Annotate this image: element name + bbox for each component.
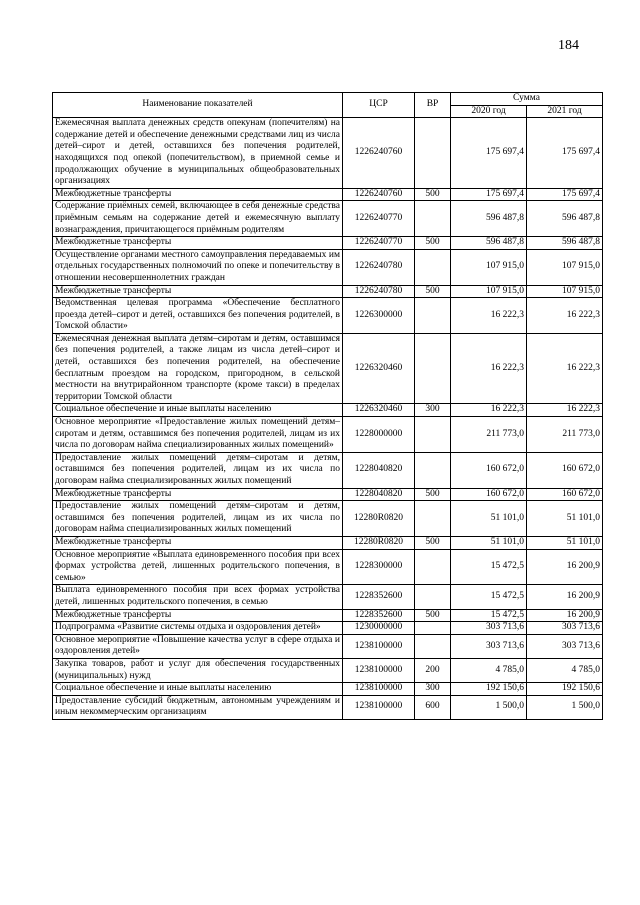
cell-csr: 1228040820 — [343, 452, 415, 488]
cell-vr — [415, 452, 451, 488]
header-name: Наименование показателей — [53, 93, 343, 118]
cell-2021: 596 487,8 — [527, 201, 603, 237]
budget-table — [52, 92, 603, 720]
cell-csr: 1226240770 — [343, 237, 415, 250]
cell-vr — [415, 417, 451, 453]
cell-csr: 1228352600 — [343, 585, 415, 609]
cell-name: Выплата единовременного пособия при всех формах устройства детей, лишенных родительского попечения, в семью — [53, 585, 343, 609]
table-body — [53, 118, 603, 720]
cell-2020: 160 672,0 — [451, 488, 527, 501]
cell-2020: 107 915,0 — [451, 285, 527, 298]
cell-2021: 596 487,8 — [527, 237, 603, 250]
cell-2021: 192 150,6 — [527, 683, 603, 696]
cell-2021: 303 713,6 — [527, 622, 603, 635]
cell-csr: 1226320460 — [343, 333, 415, 404]
cell-2021: 4 785,0 — [527, 658, 603, 682]
cell-2021: 16 222,3 — [527, 333, 603, 404]
cell-2021: 16 200,9 — [527, 585, 603, 609]
table-row — [53, 452, 603, 488]
header-year-2021: 2021 год — [527, 105, 603, 118]
table-row — [53, 622, 603, 635]
cell-vr — [415, 549, 451, 585]
cell-2021: 160 672,0 — [527, 488, 603, 501]
table-row — [53, 609, 603, 622]
page-number: 184 — [558, 38, 579, 53]
cell-2021: 16 222,3 — [527, 404, 603, 417]
table-row — [53, 695, 603, 719]
cell-csr: 1226320460 — [343, 404, 415, 417]
table-row — [53, 585, 603, 609]
cell-name: Предоставление жилых помещений детям–сиротам и детям, оставшимся без попечения родителей, лицам из их числа по договорам найма специализированных жилых помещений — [53, 452, 343, 488]
cell-name: Предоставление жилых помещений детям–сиротам и детям, оставшимся без попечения родителей, лицам из их числа по договорам найма специализированных жилых помещений — [53, 501, 343, 537]
table-row — [53, 118, 603, 189]
table-row — [53, 536, 603, 549]
header-vr: ВР — [415, 93, 451, 118]
cell-2020: 175 697,4 — [451, 188, 527, 201]
cell-name: Содержание приёмных семей, включающее в себя денежные средства приёмным семьям на содержание детей и ежемесячную выплату вознаграждения, причитающегося приёмным родителям — [53, 201, 343, 237]
cell-2021: 160 672,0 — [527, 452, 603, 488]
cell-name: Ежемесячная выплата денежных средств опекунам (попечителям) на содержание детей и обеспечение денежными средствами лиц из числа детей–сирот и детей, оставшихся без попечения родителей, находящихся под опекой (попечительством), в приемной семье и продолжающих обучение в муниципальных общеобразовательных организациях — [53, 118, 343, 189]
cell-2020: 15 472,5 — [451, 609, 527, 622]
cell-2020: 596 487,8 — [451, 237, 527, 250]
cell-2020: 51 101,0 — [451, 536, 527, 549]
cell-2020: 175 697,4 — [451, 118, 527, 189]
cell-name: Межбюджетные трансферты — [53, 285, 343, 298]
cell-name: Ежемесячная денежная выплата детям–сиротам и детям, оставшимся без попечения родителей, а также лицам из числа детей–сирот и детей, оставшихся без попечения родителей, на обеспечение бесплатным проездом на городском, пригородном, в сельской местности на внутрирайонном транспорте (кроме такси) в пределах территории Томской области — [53, 333, 343, 404]
table-row — [53, 417, 603, 453]
cell-name: Межбюджетные трансферты — [53, 188, 343, 201]
cell-csr: 1226240780 — [343, 285, 415, 298]
cell-2020: 107 915,0 — [451, 249, 527, 285]
cell-csr: 1238100000 — [343, 683, 415, 696]
cell-vr: 600 — [415, 695, 451, 719]
cell-csr: 1238100000 — [343, 634, 415, 658]
table-row — [53, 285, 603, 298]
cell-name: Социальное обеспечение и иные выплаты населению — [53, 683, 343, 696]
table-row — [53, 683, 603, 696]
cell-name: Закупка товаров, работ и услуг для обеспечения государственных (муниципальных) нужд — [53, 658, 343, 682]
cell-2021: 16 200,9 — [527, 609, 603, 622]
cell-2020: 16 222,3 — [451, 298, 527, 334]
cell-vr: 500 — [415, 609, 451, 622]
cell-vr: 500 — [415, 237, 451, 250]
cell-2020: 16 222,3 — [451, 404, 527, 417]
cell-vr: 500 — [415, 488, 451, 501]
cell-vr: 500 — [415, 536, 451, 549]
cell-2020: 15 472,5 — [451, 585, 527, 609]
cell-2020: 1 500,0 — [451, 695, 527, 719]
cell-vr: 300 — [415, 404, 451, 417]
cell-2021: 16 222,3 — [527, 298, 603, 334]
cell-2021: 107 915,0 — [527, 249, 603, 285]
cell-name: Подпрограмма «Развитие системы отдыха и оздоровления детей» — [53, 622, 343, 635]
cell-2020: 192 150,6 — [451, 683, 527, 696]
cell-vr: 300 — [415, 683, 451, 696]
cell-csr: 1228000000 — [343, 417, 415, 453]
cell-name: Основное мероприятие «Выплата единовременного пособия при всех формах устройства детей, лишенных родительского попечения, в семью» — [53, 549, 343, 585]
cell-name: Ведомственная целевая программа «Обеспечение бесплатного проезда детей–сирот и детей, оставшихся без попечения родителей, в Томской области» — [53, 298, 343, 334]
cell-2020: 596 487,8 — [451, 201, 527, 237]
cell-2020: 16 222,3 — [451, 333, 527, 404]
cell-name: Основное мероприятие «Предоставление жилых помещений детям–сиротам и детям, оставшимся без попечения родителей, лицам из их числа по договорам найма специализированных жилых помещений» — [53, 417, 343, 453]
cell-vr — [415, 118, 451, 189]
cell-2021: 303 713,6 — [527, 634, 603, 658]
cell-csr: 1226240760 — [343, 118, 415, 189]
table-row — [53, 488, 603, 501]
cell-2021: 51 101,0 — [527, 501, 603, 537]
cell-2020: 303 713,6 — [451, 622, 527, 635]
cell-vr: 500 — [415, 188, 451, 201]
table-row — [53, 333, 603, 404]
cell-vr — [415, 249, 451, 285]
cell-csr: 1228040820 — [343, 488, 415, 501]
cell-csr: 1230000000 — [343, 622, 415, 635]
cell-2020: 303 713,6 — [451, 634, 527, 658]
cell-2021: 1 500,0 — [527, 695, 603, 719]
header-year-2020: 2020 год — [451, 105, 527, 118]
cell-csr: 1226240760 — [343, 188, 415, 201]
cell-2021: 107 915,0 — [527, 285, 603, 298]
cell-vr — [415, 585, 451, 609]
cell-2020: 4 785,0 — [451, 658, 527, 682]
table-row — [53, 501, 603, 537]
table-row — [53, 237, 603, 250]
table-row — [53, 201, 603, 237]
cell-name: Осуществление органами местного самоуправления передаваемых им отдельных государственных полномочий по опеке и попечительству в отношении несовершеннолетних граждан — [53, 249, 343, 285]
cell-csr: 1226300000 — [343, 298, 415, 334]
cell-2021: 51 101,0 — [527, 536, 603, 549]
table-row — [53, 249, 603, 285]
table-row — [53, 658, 603, 682]
cell-name: Межбюджетные трансферты — [53, 488, 343, 501]
header-sum: Сумма — [451, 93, 603, 106]
cell-2020: 160 672,0 — [451, 452, 527, 488]
cell-name: Предоставление субсидий бюджетным, автономным учреждениям и иным некоммерческим организациям — [53, 695, 343, 719]
cell-2021: 211 773,0 — [527, 417, 603, 453]
cell-2020: 211 773,0 — [451, 417, 527, 453]
cell-name: Межбюджетные трансферты — [53, 609, 343, 622]
cell-csr: 12280R0820 — [343, 536, 415, 549]
cell-csr: 1226240770 — [343, 201, 415, 237]
cell-vr — [415, 333, 451, 404]
cell-2020: 51 101,0 — [451, 501, 527, 537]
cell-name: Основное мероприятие «Повышение качества услуг в сфере отдыха и оздоровления детей» — [53, 634, 343, 658]
cell-2020: 15 472,5 — [451, 549, 527, 585]
cell-name: Межбюджетные трансферты — [53, 237, 343, 250]
cell-vr: 200 — [415, 658, 451, 682]
cell-csr: 12280R0820 — [343, 501, 415, 537]
cell-2021: 175 697,4 — [527, 188, 603, 201]
cell-csr: 1238100000 — [343, 658, 415, 682]
cell-vr — [415, 201, 451, 237]
cell-2021: 175 697,4 — [527, 118, 603, 189]
cell-csr: 1228300000 — [343, 549, 415, 585]
cell-vr — [415, 501, 451, 537]
table-row — [53, 188, 603, 201]
cell-csr: 1238100000 — [343, 695, 415, 719]
cell-vr — [415, 622, 451, 635]
table-row — [53, 404, 603, 417]
table-row — [53, 298, 603, 334]
header-csr: ЦСР — [343, 93, 415, 118]
table-row — [53, 549, 603, 585]
table-header — [53, 93, 603, 118]
cell-csr: 1228352600 — [343, 609, 415, 622]
cell-vr — [415, 298, 451, 334]
cell-vr: 500 — [415, 285, 451, 298]
table-row — [53, 634, 603, 658]
cell-vr — [415, 634, 451, 658]
cell-name: Межбюджетные трансферты — [53, 536, 343, 549]
cell-2021: 16 200,9 — [527, 549, 603, 585]
cell-csr: 1226240780 — [343, 249, 415, 285]
cell-name: Социальное обеспечение и иные выплаты населению — [53, 404, 343, 417]
